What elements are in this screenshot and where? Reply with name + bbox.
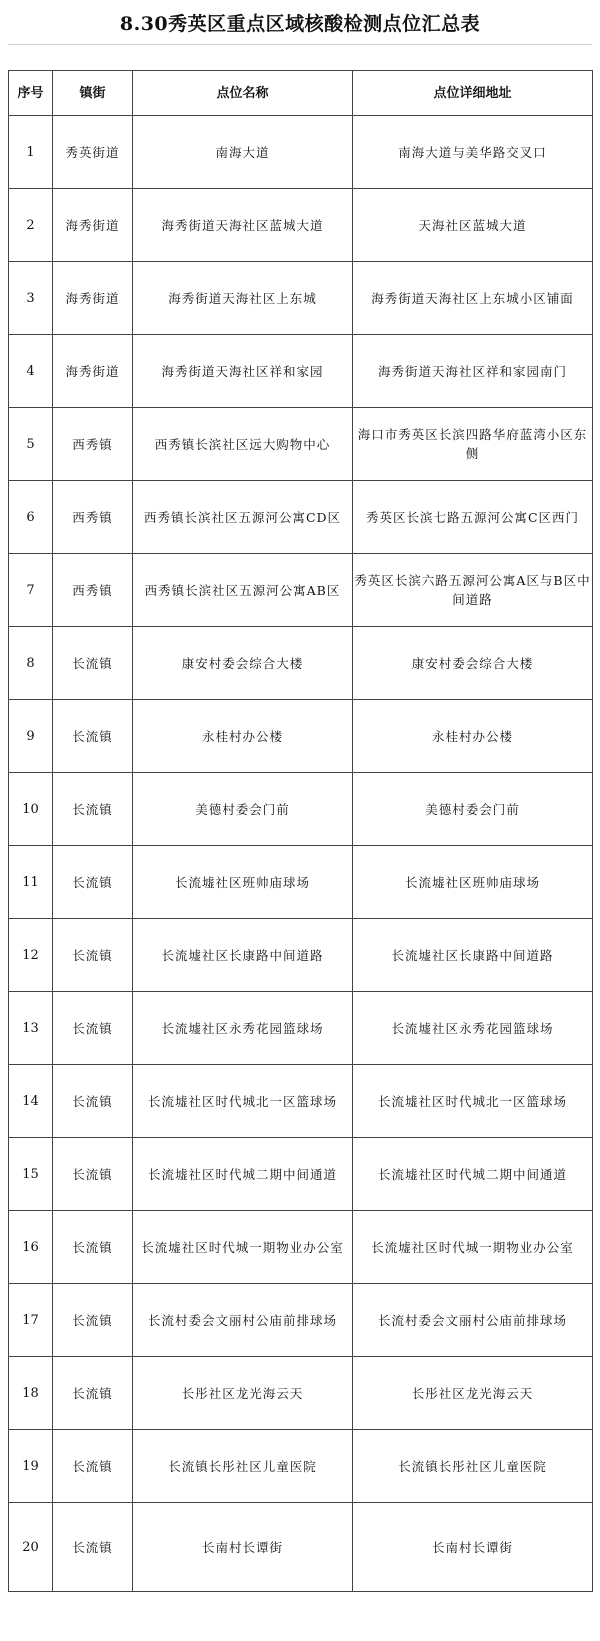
- cell-site-name: 海秀街道天海社区祥和家园: [133, 335, 353, 408]
- cell-site-name: 长流村委会文丽村公庙前排球场: [133, 1284, 353, 1357]
- cell-number: 18: [9, 1357, 53, 1430]
- table-row: [9, 189, 593, 262]
- cell-number: 8: [9, 627, 53, 700]
- cell-address: 海口市秀英区长滨四路华府蓝湾小区东侧: [353, 408, 593, 481]
- table-header-row: [9, 71, 593, 116]
- cell-site-name: 南海大道: [133, 116, 353, 189]
- cell-address: 长流村委会文丽村公庙前排球场: [353, 1284, 593, 1357]
- page-title: 8.30秀英区重点区域核酸检测点位汇总表: [119, 12, 481, 35]
- column-header-address: 点位详细地址: [353, 71, 593, 116]
- cell-address: 长流墟社区永秀花园篮球场: [353, 992, 593, 1065]
- table-row: [9, 1065, 593, 1138]
- table-row: [9, 919, 593, 992]
- cell-site-name: 海秀街道天海社区蓝城大道: [133, 189, 353, 262]
- cell-number: 3: [9, 262, 53, 335]
- table-body: [9, 116, 593, 1592]
- cell-address: 南海大道与美华路交叉口: [353, 116, 593, 189]
- table-row: [9, 1503, 593, 1592]
- cell-site-name: 长流墟社区时代城二期中间通道: [133, 1138, 353, 1211]
- table-row: [9, 1138, 593, 1211]
- cell-town: 西秀镇: [53, 408, 133, 481]
- table-row: [9, 773, 593, 846]
- cell-number: 13: [9, 992, 53, 1065]
- column-header-site-name: 点位名称: [133, 71, 353, 116]
- table-row: [9, 992, 593, 1065]
- cell-number: 19: [9, 1430, 53, 1503]
- cell-town: 长流镇: [53, 1503, 133, 1592]
- cell-site-name: 长流墟社区班帅庙球场: [133, 846, 353, 919]
- cell-site-name: 长流墟社区永秀花园篮球场: [133, 992, 353, 1065]
- cell-site-name: 长流镇长彤社区儿童医院: [133, 1430, 353, 1503]
- table-row: [9, 554, 593, 627]
- cell-town: 西秀镇: [53, 481, 133, 554]
- cell-number: 9: [9, 700, 53, 773]
- cell-number: 14: [9, 1065, 53, 1138]
- cell-address: 海秀街道天海社区祥和家园南门: [353, 335, 593, 408]
- cell-number: 5: [9, 408, 53, 481]
- header-spacer-row: [8, 44, 592, 67]
- cell-town: 海秀街道: [53, 189, 133, 262]
- cell-site-name: 永桂村办公楼: [133, 700, 353, 773]
- table-row: [9, 481, 593, 554]
- table-row: [9, 1430, 593, 1503]
- cell-site-name: 海秀街道天海社区上东城: [133, 262, 353, 335]
- cell-address: 康安村委会综合大楼: [353, 627, 593, 700]
- cell-site-name: 康安村委会综合大楼: [133, 627, 353, 700]
- cell-site-name: 长流墟社区时代城北一区篮球场: [133, 1065, 353, 1138]
- table-row: [9, 627, 593, 700]
- cell-address: 秀英区长滨六路五源河公寓A区与B区中间道路: [353, 554, 593, 627]
- table-row: [9, 335, 593, 408]
- cell-site-name: 长流墟社区长康路中间道路: [133, 919, 353, 992]
- cell-number: 12: [9, 919, 53, 992]
- table-row: [9, 846, 593, 919]
- cell-address: 美德村委会门前: [353, 773, 593, 846]
- cell-address: 长彤社区龙光海云天: [353, 1357, 593, 1430]
- cell-town: 长流镇: [53, 919, 133, 992]
- cell-address: 长南村长谭街: [353, 1503, 593, 1592]
- cell-town: 长流镇: [53, 1138, 133, 1211]
- cell-address: 秀英区长滨七路五源河公寓C区西门: [353, 481, 593, 554]
- cell-number: 1: [9, 116, 53, 189]
- cell-site-name: 西秀镇长滨社区五源河公寓AB区: [133, 554, 353, 627]
- cell-address: 长流镇长彤社区儿童医院: [353, 1430, 593, 1503]
- cell-town: 长流镇: [53, 1284, 133, 1357]
- test-site-table: [8, 70, 593, 1592]
- cell-town: 海秀街道: [53, 262, 133, 335]
- cell-town: 长流镇: [53, 700, 133, 773]
- cell-number: 17: [9, 1284, 53, 1357]
- cell-town: 秀英街道: [53, 116, 133, 189]
- cell-number: 10: [9, 773, 53, 846]
- cell-town: 长流镇: [53, 773, 133, 846]
- cell-town: 长流镇: [53, 992, 133, 1065]
- cell-site-name: 长流墟社区时代城一期物业办公室: [133, 1211, 353, 1284]
- cell-number: 2: [9, 189, 53, 262]
- cell-address: 长流墟社区时代城一期物业办公室: [353, 1211, 593, 1284]
- table-row: [9, 1357, 593, 1430]
- cell-address: 海秀街道天海社区上东城小区铺面: [353, 262, 593, 335]
- cell-town: 西秀镇: [53, 554, 133, 627]
- cell-number: 20: [9, 1503, 53, 1592]
- cell-number: 4: [9, 335, 53, 408]
- cell-town: 长流镇: [53, 1430, 133, 1503]
- table-row: [9, 116, 593, 189]
- cell-site-name: 美德村委会门前: [133, 773, 353, 846]
- cell-town: 长流镇: [53, 846, 133, 919]
- cell-number: 6: [9, 481, 53, 554]
- table-row: [9, 700, 593, 773]
- cell-address: 天海社区蓝城大道: [353, 189, 593, 262]
- table-row: [9, 262, 593, 335]
- cell-address: 长流墟社区时代城二期中间通道: [353, 1138, 593, 1211]
- cell-town: 海秀街道: [53, 335, 133, 408]
- column-header-no: 序号: [9, 71, 53, 116]
- table-row: [9, 408, 593, 481]
- table-row: [9, 1284, 593, 1357]
- cell-address: 永桂村办公楼: [353, 700, 593, 773]
- cell-town: 长流镇: [53, 1211, 133, 1284]
- cell-site-name: 西秀镇长滨社区五源河公寓CD区: [133, 481, 353, 554]
- cell-site-name: 长彤社区龙光海云天: [133, 1357, 353, 1430]
- cell-site-name: 长南村长谭街: [133, 1503, 353, 1592]
- cell-town: 长流镇: [53, 627, 133, 700]
- column-header-town: 镇街: [53, 71, 133, 116]
- table-row: [9, 1211, 593, 1284]
- cell-site-name: 西秀镇长滨社区远大购物中心: [133, 408, 353, 481]
- cell-number: 7: [9, 554, 53, 627]
- cell-address: 长流墟社区长康路中间道路: [353, 919, 593, 992]
- cell-number: 11: [9, 846, 53, 919]
- cell-town: 长流镇: [53, 1065, 133, 1138]
- cell-address: 长流墟社区时代城北一区篮球场: [353, 1065, 593, 1138]
- cell-address: 长流墟社区班帅庙球场: [353, 846, 593, 919]
- cell-town: 长流镇: [53, 1357, 133, 1430]
- cell-number: 16: [9, 1211, 53, 1284]
- cell-number: 15: [9, 1138, 53, 1211]
